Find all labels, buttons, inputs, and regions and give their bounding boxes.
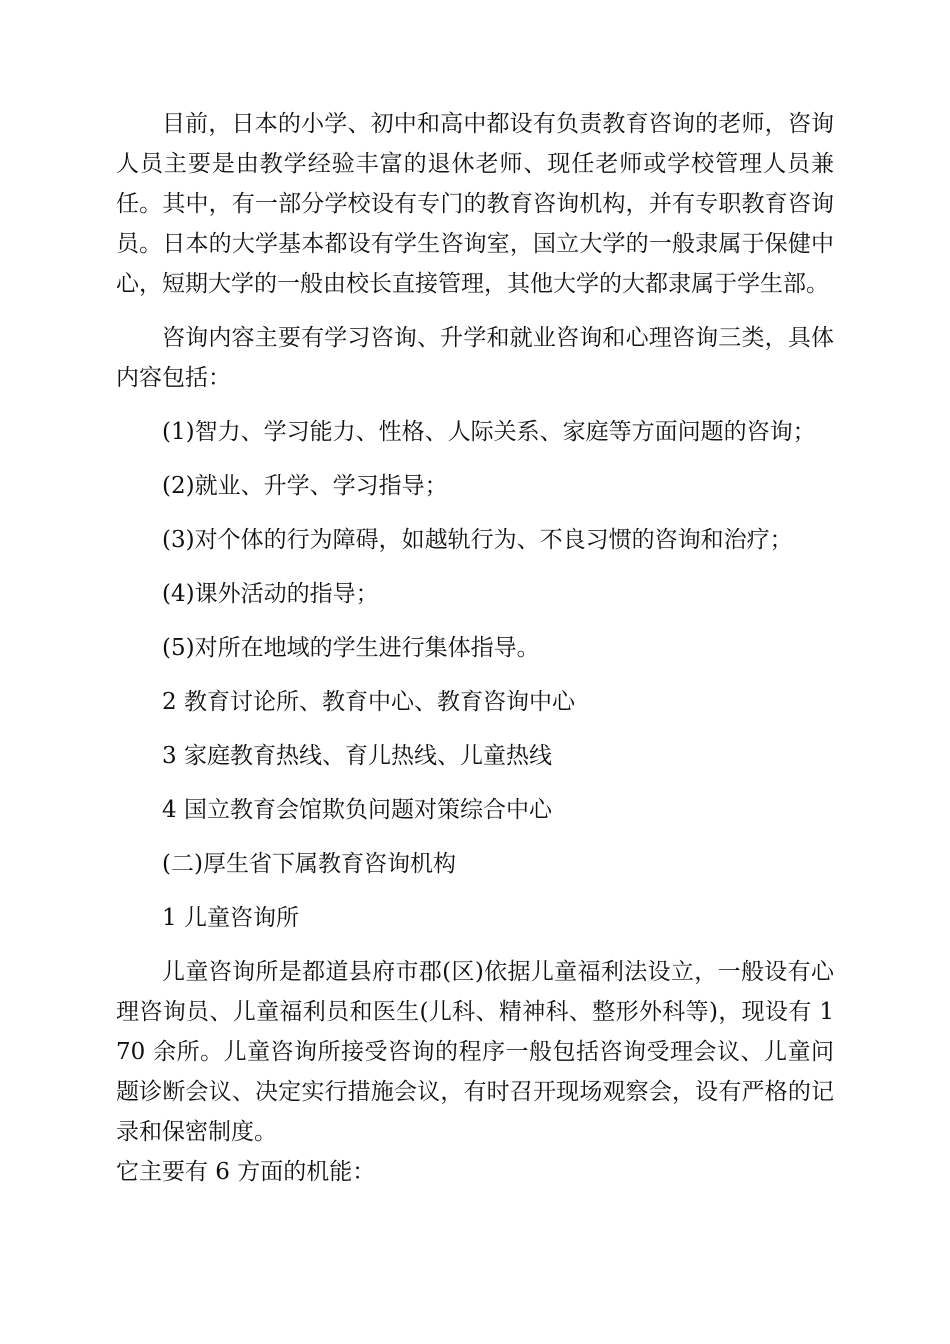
- list-item: (5)对所在地域的学生进行集体指导。: [162, 635, 540, 661]
- document-body: [116, 104, 834, 1192]
- paragraph-counseling-content: 咨询内容主要有学习咨询、升学和就业咨询和心理咨询三类，具体内容包括：: [116, 325, 834, 391]
- paragraph-school-counselors: 目前，日本的小学、初中和高中都设有负责教育咨询的老师，咨询人员主要是由教学经验丰富的退休老师、现任老师或学校管理人员兼任。其中，有一部分学校设有专门的教育咨询机构，并有专职教育咨询员。日本的大学基本都设有学生咨询室，国立大学的一般隶属于保健中心，短期大学的一般由校长直接管理，其他大学的大都隶属于学生部。: [116, 111, 834, 297]
- list-item: 2 教育讨论所、教育中心、教育咨询中心: [162, 689, 575, 715]
- list-item: 4 国立教育会馆欺负问题对策综合中心: [162, 797, 552, 823]
- list-item: (2)就业、升学、学习指导；: [162, 473, 448, 499]
- paragraph-child-consultation: 儿童咨询所是都道县府市郡(区)依据儿童福利法设立，一般设有心理咨询员、儿童福利员和医生(儿科、精神科、整形外科等)，现设有 170 余所。儿童咨询所接受咨询的程序一般包括咨询受理会议、儿童问题诊断会议、决定实行措施会议，有时召开现场观察会，设有严格的记录和保密制度。: [116, 959, 834, 1145]
- paragraph-functions-intro: 它主要有 6 方面的机能：: [116, 1159, 376, 1185]
- list-counseling-items: [116, 412, 834, 938]
- subsection-heading: 1 儿童咨询所: [162, 905, 299, 931]
- list-item: (1)智力、学习能力、性格、人际关系、家庭等方面问题的咨询；: [162, 419, 816, 445]
- list-item: (4)课外活动的指导；: [162, 581, 379, 607]
- section-heading: (二)厚生省下属教育咨询机构: [162, 851, 456, 877]
- list-item: 3 家庭教育热线、育儿热线、儿童热线: [162, 743, 552, 769]
- list-item: (3)对个体的行为障碍，如越轨行为、不良习惯的咨询和治疗；: [162, 527, 793, 553]
